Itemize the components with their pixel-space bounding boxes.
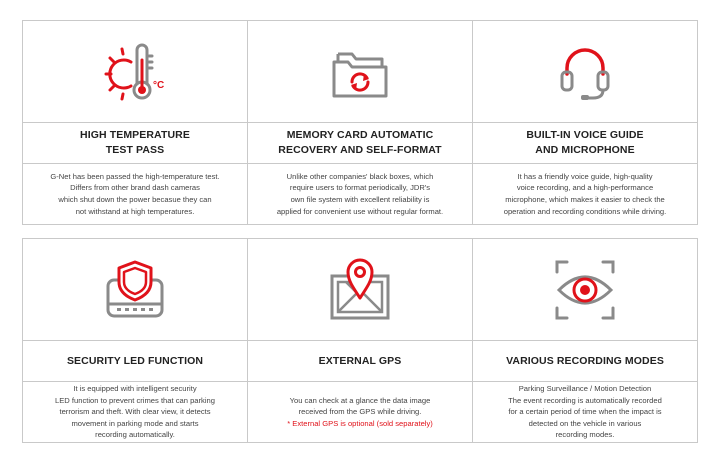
description-line: voice recording, and a high-performance: [516, 183, 654, 193]
description-line: movement in parking mode and starts: [71, 418, 199, 428]
feature-title-line: TEST PASS: [105, 144, 165, 156]
feature-icon-area: [473, 239, 697, 341]
description-line: applied for convenient use without regular format.: [276, 206, 444, 216]
feature-title: [23, 123, 247, 164]
folder-sync-icon: [328, 42, 392, 102]
feature-card-security-led: [23, 239, 248, 442]
optional-note: * External GPS is optional (sold separately): [287, 418, 433, 428]
feature-description: [23, 382, 247, 442]
feature-title: [248, 123, 472, 164]
feature-title: [248, 341, 472, 382]
feature-icon-area: [248, 21, 472, 123]
feature-title-line: HIGH TEMPERATURE: [80, 129, 190, 141]
description-line: not withstand at high temperatures.: [75, 206, 195, 216]
feature-card-memory-card: [248, 21, 473, 224]
description-line: terrorism and theft. With clear view, it detects: [59, 407, 211, 417]
feature-title-line: SECURITY LED FUNCTION: [66, 354, 204, 367]
feature-card-recording-modes: [473, 239, 697, 442]
features-panel-bottom: [22, 238, 698, 443]
feature-title-line: AND MICROPHONE: [535, 144, 635, 156]
feature-icon-area: [23, 21, 247, 123]
description-line: LED function to prevent crimes that can parking: [55, 395, 215, 405]
feature-icon-area: [473, 21, 697, 123]
feature-description: [473, 164, 697, 224]
description-line: It has a friendly voice guide, high-quality: [517, 171, 653, 181]
feature-card-external-gps: [248, 239, 473, 442]
description-line: own file system with excellent reliability is: [290, 195, 430, 204]
description-line: require users to format periodically, JDR's: [289, 183, 431, 193]
feature-card-voice-guide: [473, 21, 697, 224]
description-line: Differs from other brand dash cameras: [70, 183, 200, 193]
feature-description: [23, 164, 247, 224]
feature-title: [23, 341, 247, 382]
description-line: detected on the vehicle in various: [528, 418, 642, 428]
headset-icon: [553, 40, 617, 104]
description-line: You can check at a glance the data image: [289, 395, 431, 405]
thermometer-sun-icon: [103, 40, 167, 104]
feature-description: [473, 382, 697, 442]
feature-card-high-temperature: [23, 21, 248, 224]
feature-title-line: MEMORY CARD AUTOMATIC: [286, 129, 434, 141]
description-line: Unlike other companies' black boxes, which: [286, 171, 434, 181]
description-line: received from the GPS while driving.: [298, 407, 422, 417]
description-line: G-Net has been passed the high-temperature test.: [50, 171, 220, 181]
description-line: microphone, which makes it easier to check the: [505, 195, 665, 204]
description-line: It is equipped with intelligent security: [73, 384, 197, 394]
security-shield-icon: [103, 258, 167, 322]
feature-icon-area: [23, 239, 247, 341]
feature-title-line: BUILT-IN VOICE GUIDE: [526, 129, 644, 141]
feature-icon-area: [248, 239, 472, 341]
description-line: for a certain period of time when the impact is: [508, 407, 662, 417]
feature-title-line: RECOVERY AND SELF-FORMAT: [278, 144, 442, 156]
features-panel-top: [22, 20, 698, 225]
description-line: operation and recording conditions while driving.: [503, 206, 667, 216]
eye-scan-icon: [553, 258, 617, 322]
feature-title: [473, 123, 697, 164]
feature-description: [248, 382, 472, 442]
feature-description: [248, 164, 472, 224]
description-line: recording automatically.: [95, 430, 175, 440]
svg-text:°C: °C: [153, 79, 165, 91]
description-line: The event recording is automatically recorded: [508, 395, 662, 405]
description-line: which shut down the power becasue they can: [58, 195, 212, 204]
feature-title: [473, 341, 697, 382]
feature-title-line: EXTERNAL GPS: [318, 354, 402, 367]
description-line: recording modes.: [555, 430, 615, 440]
description-line: Parking Surveillance / Motion Detection: [518, 384, 652, 394]
feature-title-line: VARIOUS RECORDING MODES: [506, 354, 664, 367]
gps-map-icon: [328, 258, 392, 322]
